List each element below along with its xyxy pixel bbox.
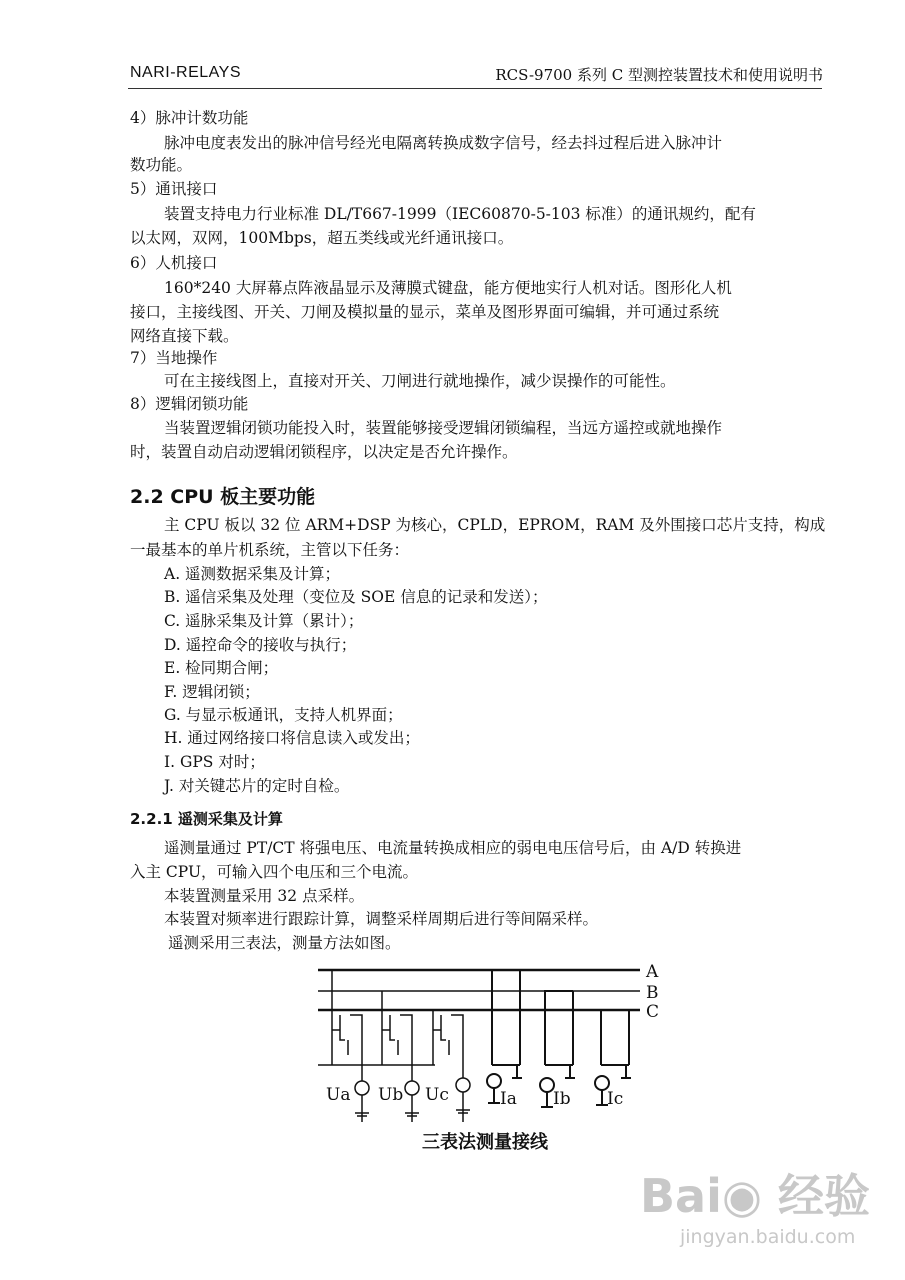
current-label: Ic [607, 1089, 624, 1109]
list-item: H. 通过网络接口将信息读入或发出； [164, 729, 420, 747]
section-title: 4）脉冲计数功能 [130, 109, 249, 127]
section-title: 6）人机接口 [130, 254, 218, 272]
list-item: J. 对关键芯片的定时自检。 [164, 777, 350, 795]
paragraph-line: 时，装置自动启动逻辑闭锁程序，以决定是否允许操作。 [130, 443, 518, 461]
paragraph-line: 主 CPU 板以 32 位 ARM+DSP 为核心，CPLD，EPROM，RAM 及外围接口芯片支持，构成 [164, 516, 826, 534]
paragraph-line: 遥测量通过 PT/CT 将强电压、电流量转换成相应的弱电电压信号后，由 A/D 转换进 [164, 839, 742, 857]
section-title: 5）通讯接口 [130, 180, 218, 198]
watermark-url: jingyan.baidu.com [680, 1226, 856, 1248]
paragraph-line: 以太网，双网，100Mbps，超五类线或光纤通讯接口。 [130, 229, 514, 247]
diagram-caption: 三表法测量接线 [422, 1132, 548, 1153]
paragraph-line: 脉冲电度表发出的脉冲信号经光电隔离转换成数字信号，经去抖过程后进入脉冲计 [164, 134, 723, 152]
subsection-heading-telemetry: 2.2.1 遥测采集及计算 [130, 810, 283, 828]
paragraph-line: 160*240 大屏幕点阵液晶显示及薄膜式键盘，能方便地实行人机对话。图形化人机 [164, 279, 732, 297]
section-heading-cpu: 2.2 CPU 板主要功能 [130, 486, 316, 508]
phase-label: B [646, 983, 659, 1003]
paragraph-line: 装置支持电力行业标准 DL/T667-1999（IEC60870-5-103 标准）的通讯规约，配有 [164, 205, 756, 223]
baidu-watermark [640, 1160, 880, 1260]
section-title: 7）当地操作 [130, 349, 218, 367]
paragraph-line: 一最基本的单片机系统，主管以下任务： [130, 541, 410, 559]
paragraph-line: 网络直接下载。 [130, 327, 239, 345]
current-label: Ib [553, 1089, 571, 1109]
voltage-label: Ub [378, 1085, 404, 1105]
paragraph-line: 数功能。 [130, 156, 193, 174]
paragraph-line: 可在主接线图上，直接对开关、刀闸进行就地操作，减少误操作的可能性。 [164, 372, 676, 390]
paragraph-line: 遥测采用三表法，测量方法如图。 [168, 934, 401, 952]
baidu-logo: Bai◉ 经验 [640, 1169, 871, 1223]
voltage-label: Ua [326, 1085, 351, 1105]
header-company: NARI-RELAYS [130, 64, 242, 81]
bus-lines [318, 970, 640, 1065]
paragraph-line: 本装置测量采用 32 点采样。 [164, 887, 365, 905]
three-meter-wiring-diagram [300, 955, 680, 1165]
paragraph-line: 入主 CPU，可输入四个电压和三个电流。 [130, 863, 419, 881]
list-item: B. 遥信采集及处理（变位及 SOE 信息的记录和发送）； [164, 588, 548, 606]
paragraph-line: 接口，主接线图、开关、刀闸及模拟量的显示，菜单及图形界面可编辑，并可通过系统 [130, 303, 720, 321]
section-title: 8）逻辑闭锁功能 [130, 395, 249, 413]
phase-label: A [646, 962, 659, 982]
list-item: D. 遥控命令的接收与执行； [164, 636, 357, 654]
paragraph-line: 当装置逻辑闭锁功能投入时，装置能够接受逻辑闭锁编程，当远方遥控或就地操作 [164, 419, 723, 437]
list-item: G. 与显示板通讯，支持人机界面； [164, 706, 403, 724]
phase-label: C [646, 1002, 660, 1022]
list-item: I. GPS 对时； [164, 753, 265, 771]
current-label: Ia [500, 1089, 517, 1109]
header-divider [128, 88, 822, 89]
voltage-label: Uc [425, 1085, 449, 1105]
list-item: A. 遥测数据采集及计算； [164, 565, 341, 583]
list-item: F. 逻辑闭锁； [164, 683, 260, 701]
paragraph-line: 本装置对频率进行跟踪计算，调整采样周期后进行等间隔采样。 [164, 910, 599, 928]
list-item: E. 检同期合闸； [164, 659, 279, 677]
list-item: C. 遥脉采集及计算（累计）； [164, 612, 364, 630]
header-doc-title: RCS-9700 系列 C 型测控装置技术和使用说明书 [495, 66, 823, 84]
